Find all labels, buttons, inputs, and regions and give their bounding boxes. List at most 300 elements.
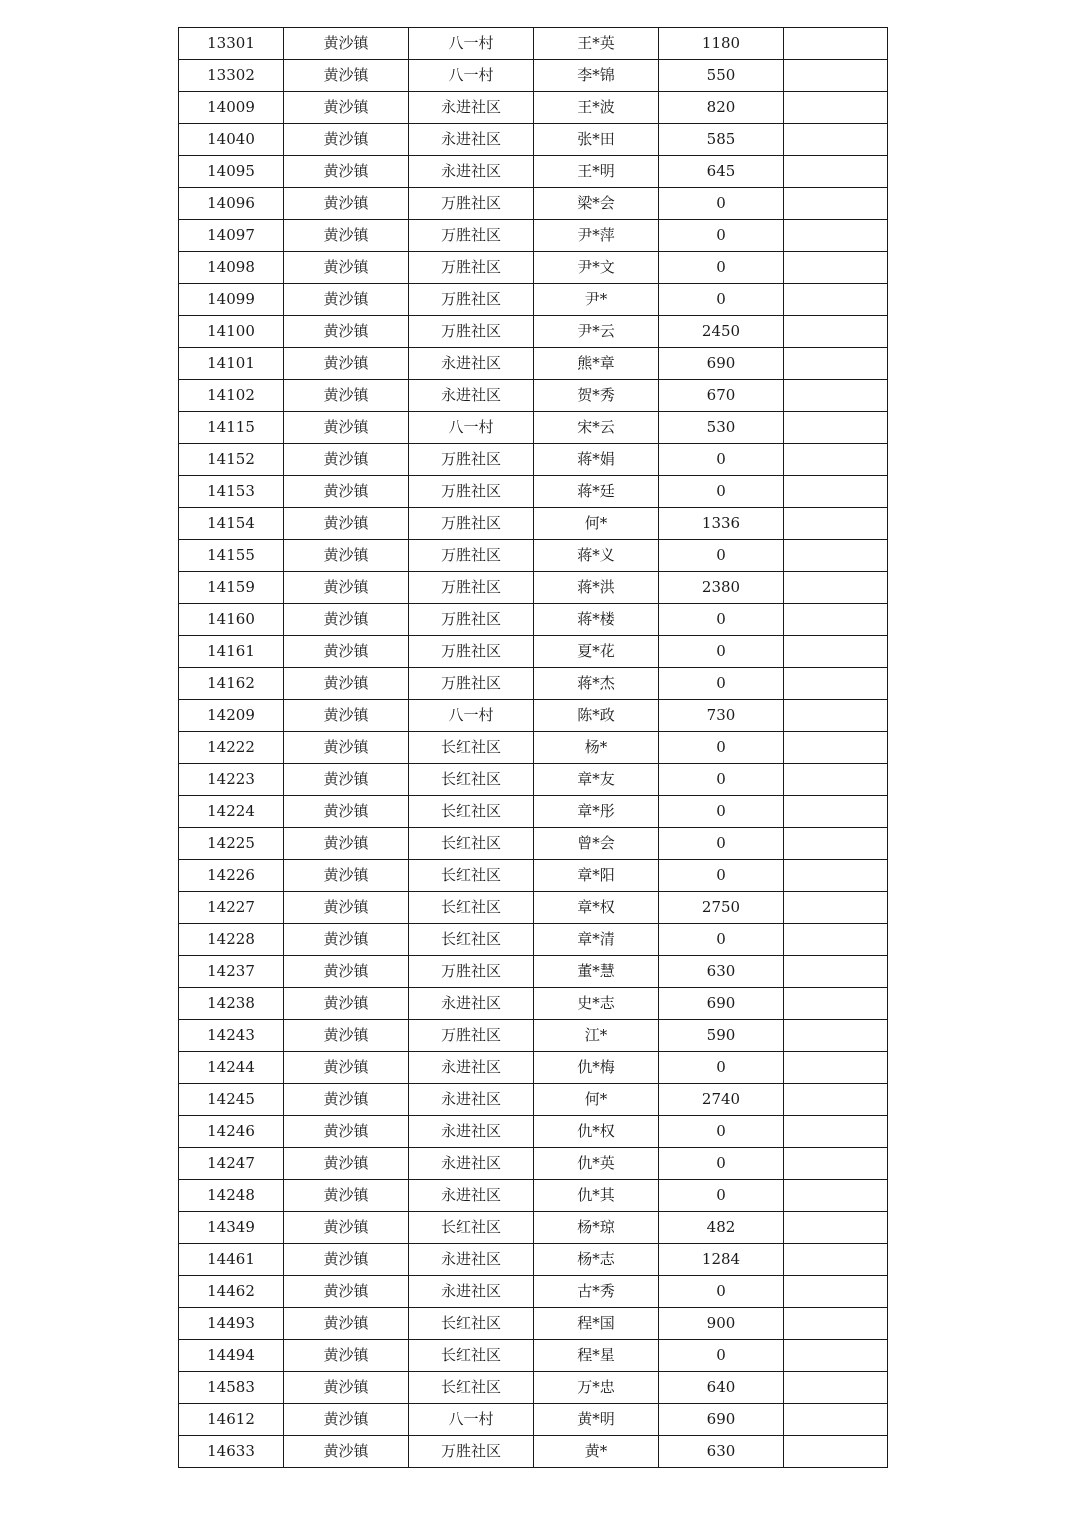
id-cell: 14099 xyxy=(179,284,284,316)
note-cell xyxy=(784,316,888,348)
name-cell: 尹*文 xyxy=(534,252,659,284)
note-cell xyxy=(784,924,888,956)
note-cell xyxy=(784,508,888,540)
town-cell: 黄沙镇 xyxy=(284,92,409,124)
note-cell xyxy=(784,732,888,764)
amount-cell: 0 xyxy=(659,764,784,796)
table-row xyxy=(179,988,888,1020)
table-row xyxy=(179,188,888,220)
note-cell xyxy=(784,1084,888,1116)
table-row xyxy=(179,668,888,700)
amount-cell: 0 xyxy=(659,1148,784,1180)
amount-cell: 690 xyxy=(659,348,784,380)
name-cell: 贺*秀 xyxy=(534,380,659,412)
table-row xyxy=(179,1404,888,1436)
table-row xyxy=(179,1084,888,1116)
amount-cell: 1180 xyxy=(659,28,784,60)
id-cell: 14245 xyxy=(179,1084,284,1116)
village-cell: 长红社区 xyxy=(409,1212,534,1244)
id-cell: 13302 xyxy=(179,60,284,92)
note-cell xyxy=(784,540,888,572)
village-cell: 长红社区 xyxy=(409,860,534,892)
id-cell: 14155 xyxy=(179,540,284,572)
village-cell: 永进社区 xyxy=(409,124,534,156)
name-cell: 黄* xyxy=(534,1436,659,1468)
name-cell: 何* xyxy=(534,1084,659,1116)
note-cell xyxy=(784,956,888,988)
note-cell xyxy=(784,1212,888,1244)
id-cell: 14102 xyxy=(179,380,284,412)
name-cell: 章*清 xyxy=(534,924,659,956)
id-cell: 14493 xyxy=(179,1308,284,1340)
town-cell: 黄沙镇 xyxy=(284,828,409,860)
town-cell: 黄沙镇 xyxy=(284,732,409,764)
id-cell: 14153 xyxy=(179,476,284,508)
village-cell: 万胜社区 xyxy=(409,316,534,348)
note-cell xyxy=(784,1148,888,1180)
id-cell: 14583 xyxy=(179,1372,284,1404)
amount-cell: 0 xyxy=(659,476,784,508)
village-cell: 长红社区 xyxy=(409,732,534,764)
town-cell: 黄沙镇 xyxy=(284,1436,409,1468)
village-cell: 永进社区 xyxy=(409,988,534,1020)
id-cell: 14009 xyxy=(179,92,284,124)
table-row xyxy=(179,924,888,956)
village-cell: 长红社区 xyxy=(409,828,534,860)
table-row xyxy=(179,252,888,284)
id-cell: 14237 xyxy=(179,956,284,988)
note-cell xyxy=(784,796,888,828)
name-cell: 蒋*洪 xyxy=(534,572,659,604)
amount-cell: 900 xyxy=(659,1308,784,1340)
note-cell xyxy=(784,1276,888,1308)
town-cell: 黄沙镇 xyxy=(284,508,409,540)
village-cell: 永进社区 xyxy=(409,156,534,188)
name-cell: 章*友 xyxy=(534,764,659,796)
name-cell: 蒋*楼 xyxy=(534,604,659,636)
note-cell xyxy=(784,28,888,60)
note-cell xyxy=(784,892,888,924)
village-cell: 万胜社区 xyxy=(409,188,534,220)
table-row xyxy=(179,1340,888,1372)
name-cell: 仇*权 xyxy=(534,1116,659,1148)
id-cell: 14248 xyxy=(179,1180,284,1212)
amount-cell: 585 xyxy=(659,124,784,156)
id-cell: 14494 xyxy=(179,1340,284,1372)
village-cell: 万胜社区 xyxy=(409,604,534,636)
town-cell: 黄沙镇 xyxy=(284,892,409,924)
village-cell: 永进社区 xyxy=(409,1116,534,1148)
amount-cell: 0 xyxy=(659,444,784,476)
town-cell: 黄沙镇 xyxy=(284,188,409,220)
amount-cell: 2380 xyxy=(659,572,784,604)
amount-cell: 0 xyxy=(659,188,784,220)
village-cell: 万胜社区 xyxy=(409,636,534,668)
note-cell xyxy=(784,444,888,476)
name-cell: 章*彤 xyxy=(534,796,659,828)
town-cell: 黄沙镇 xyxy=(284,668,409,700)
id-cell: 14226 xyxy=(179,860,284,892)
name-cell: 曾*会 xyxy=(534,828,659,860)
amount-cell: 640 xyxy=(659,1372,784,1404)
note-cell xyxy=(784,764,888,796)
table-row xyxy=(179,284,888,316)
note-cell xyxy=(784,124,888,156)
name-cell: 仇*英 xyxy=(534,1148,659,1180)
name-cell: 梁*会 xyxy=(534,188,659,220)
table-row xyxy=(179,412,888,444)
village-cell: 八一村 xyxy=(409,700,534,732)
id-cell: 14209 xyxy=(179,700,284,732)
amount-cell: 690 xyxy=(659,988,784,1020)
table-row xyxy=(179,508,888,540)
town-cell: 黄沙镇 xyxy=(284,284,409,316)
id-cell: 14100 xyxy=(179,316,284,348)
town-cell: 黄沙镇 xyxy=(284,316,409,348)
note-cell xyxy=(784,1020,888,1052)
village-cell: 万胜社区 xyxy=(409,508,534,540)
village-cell: 万胜社区 xyxy=(409,1436,534,1468)
id-cell: 14247 xyxy=(179,1148,284,1180)
note-cell xyxy=(784,156,888,188)
table-row xyxy=(179,1148,888,1180)
town-cell: 黄沙镇 xyxy=(284,988,409,1020)
table-row xyxy=(179,92,888,124)
id-cell: 14223 xyxy=(179,764,284,796)
town-cell: 黄沙镇 xyxy=(284,348,409,380)
amount-cell: 730 xyxy=(659,700,784,732)
id-cell: 14244 xyxy=(179,1052,284,1084)
table-row xyxy=(179,860,888,892)
id-cell: 14098 xyxy=(179,252,284,284)
table-row xyxy=(179,1212,888,1244)
village-cell: 永进社区 xyxy=(409,348,534,380)
amount-cell: 0 xyxy=(659,540,784,572)
table-row xyxy=(179,764,888,796)
village-cell: 万胜社区 xyxy=(409,572,534,604)
amount-cell: 645 xyxy=(659,156,784,188)
table-row xyxy=(179,1116,888,1148)
name-cell: 章*权 xyxy=(534,892,659,924)
id-cell: 14612 xyxy=(179,1404,284,1436)
id-cell: 14633 xyxy=(179,1436,284,1468)
id-cell: 14238 xyxy=(179,988,284,1020)
name-cell: 尹* xyxy=(534,284,659,316)
amount-cell: 0 xyxy=(659,1180,784,1212)
note-cell xyxy=(784,252,888,284)
village-cell: 长红社区 xyxy=(409,924,534,956)
note-cell xyxy=(784,348,888,380)
village-cell: 长红社区 xyxy=(409,764,534,796)
town-cell: 黄沙镇 xyxy=(284,252,409,284)
table-row xyxy=(179,348,888,380)
id-cell: 14040 xyxy=(179,124,284,156)
name-cell: 程*国 xyxy=(534,1308,659,1340)
amount-cell: 0 xyxy=(659,796,784,828)
amount-cell: 0 xyxy=(659,252,784,284)
table-row xyxy=(179,1180,888,1212)
village-cell: 永进社区 xyxy=(409,1052,534,1084)
name-cell: 万*忠 xyxy=(534,1372,659,1404)
note-cell xyxy=(784,1116,888,1148)
id-cell: 14159 xyxy=(179,572,284,604)
note-cell xyxy=(784,92,888,124)
id-cell: 14097 xyxy=(179,220,284,252)
village-cell: 八一村 xyxy=(409,28,534,60)
table-row xyxy=(179,220,888,252)
table-row xyxy=(179,956,888,988)
village-cell: 永进社区 xyxy=(409,380,534,412)
table-row xyxy=(179,380,888,412)
amount-cell: 0 xyxy=(659,1340,784,1372)
amount-cell: 590 xyxy=(659,1020,784,1052)
amount-cell: 0 xyxy=(659,1276,784,1308)
village-cell: 长红社区 xyxy=(409,1340,534,1372)
note-cell xyxy=(784,1244,888,1276)
town-cell: 黄沙镇 xyxy=(284,860,409,892)
town-cell: 黄沙镇 xyxy=(284,1052,409,1084)
town-cell: 黄沙镇 xyxy=(284,1116,409,1148)
note-cell xyxy=(784,1180,888,1212)
amount-cell: 1284 xyxy=(659,1244,784,1276)
table-row xyxy=(179,796,888,828)
village-cell: 长红社区 xyxy=(409,892,534,924)
name-cell: 王*英 xyxy=(534,28,659,60)
name-cell: 陈*政 xyxy=(534,700,659,732)
village-cell: 万胜社区 xyxy=(409,284,534,316)
table-row xyxy=(179,444,888,476)
note-cell xyxy=(784,1340,888,1372)
name-cell: 杨*琼 xyxy=(534,1212,659,1244)
id-cell: 14246 xyxy=(179,1116,284,1148)
name-cell: 董*慧 xyxy=(534,956,659,988)
id-cell: 14243 xyxy=(179,1020,284,1052)
name-cell: 夏*花 xyxy=(534,636,659,668)
name-cell: 蒋*义 xyxy=(534,540,659,572)
amount-cell: 0 xyxy=(659,668,784,700)
table-row xyxy=(179,540,888,572)
village-cell: 永进社区 xyxy=(409,92,534,124)
amount-cell: 690 xyxy=(659,1404,784,1436)
name-cell: 杨*志 xyxy=(534,1244,659,1276)
town-cell: 黄沙镇 xyxy=(284,796,409,828)
amount-cell: 0 xyxy=(659,860,784,892)
table-body xyxy=(179,28,888,1468)
town-cell: 黄沙镇 xyxy=(284,28,409,60)
amount-cell: 482 xyxy=(659,1212,784,1244)
village-cell: 永进社区 xyxy=(409,1244,534,1276)
table-row xyxy=(179,732,888,764)
village-cell: 永进社区 xyxy=(409,1084,534,1116)
table-row xyxy=(179,1372,888,1404)
id-cell: 14462 xyxy=(179,1276,284,1308)
note-cell xyxy=(784,188,888,220)
table-row xyxy=(179,28,888,60)
town-cell: 黄沙镇 xyxy=(284,220,409,252)
village-cell: 八一村 xyxy=(409,60,534,92)
name-cell: 史*志 xyxy=(534,988,659,1020)
amount-cell: 670 xyxy=(659,380,784,412)
table-row xyxy=(179,572,888,604)
village-cell: 万胜社区 xyxy=(409,956,534,988)
amount-cell: 2450 xyxy=(659,316,784,348)
id-cell: 14162 xyxy=(179,668,284,700)
town-cell: 黄沙镇 xyxy=(284,604,409,636)
name-cell: 江* xyxy=(534,1020,659,1052)
amount-cell: 2740 xyxy=(659,1084,784,1116)
note-cell xyxy=(784,1052,888,1084)
village-cell: 万胜社区 xyxy=(409,444,534,476)
town-cell: 黄沙镇 xyxy=(284,124,409,156)
note-cell xyxy=(784,860,888,892)
id-cell: 14227 xyxy=(179,892,284,924)
town-cell: 黄沙镇 xyxy=(284,700,409,732)
name-cell: 仇*其 xyxy=(534,1180,659,1212)
town-cell: 黄沙镇 xyxy=(284,540,409,572)
id-cell: 14152 xyxy=(179,444,284,476)
amount-cell: 0 xyxy=(659,284,784,316)
town-cell: 黄沙镇 xyxy=(284,1276,409,1308)
town-cell: 黄沙镇 xyxy=(284,412,409,444)
amount-cell: 0 xyxy=(659,636,784,668)
table-row xyxy=(179,700,888,732)
amount-cell: 0 xyxy=(659,604,784,636)
town-cell: 黄沙镇 xyxy=(284,764,409,796)
name-cell: 蒋*廷 xyxy=(534,476,659,508)
table-row xyxy=(179,636,888,668)
town-cell: 黄沙镇 xyxy=(284,1148,409,1180)
id-cell: 14228 xyxy=(179,924,284,956)
note-cell xyxy=(784,380,888,412)
village-cell: 永进社区 xyxy=(409,1148,534,1180)
table-row xyxy=(179,1276,888,1308)
id-cell: 14225 xyxy=(179,828,284,860)
name-cell: 蒋*娟 xyxy=(534,444,659,476)
id-cell: 14161 xyxy=(179,636,284,668)
table-row xyxy=(179,60,888,92)
village-cell: 万胜社区 xyxy=(409,668,534,700)
town-cell: 黄沙镇 xyxy=(284,1084,409,1116)
note-cell xyxy=(784,572,888,604)
amount-cell: 0 xyxy=(659,732,784,764)
town-cell: 黄沙镇 xyxy=(284,1308,409,1340)
name-cell: 李*锦 xyxy=(534,60,659,92)
village-cell: 万胜社区 xyxy=(409,540,534,572)
table-row xyxy=(179,316,888,348)
table-row xyxy=(179,1052,888,1084)
table-row xyxy=(179,476,888,508)
note-cell xyxy=(784,1372,888,1404)
amount-cell: 2750 xyxy=(659,892,784,924)
town-cell: 黄沙镇 xyxy=(284,1020,409,1052)
id-cell: 13301 xyxy=(179,28,284,60)
name-cell: 仇*梅 xyxy=(534,1052,659,1084)
table-row xyxy=(179,124,888,156)
name-cell: 古*秀 xyxy=(534,1276,659,1308)
note-cell xyxy=(784,1308,888,1340)
town-cell: 黄沙镇 xyxy=(284,924,409,956)
table-row xyxy=(179,1436,888,1468)
id-cell: 14096 xyxy=(179,188,284,220)
village-cell: 长红社区 xyxy=(409,1308,534,1340)
name-cell: 蒋*杰 xyxy=(534,668,659,700)
town-cell: 黄沙镇 xyxy=(284,1212,409,1244)
amount-cell: 0 xyxy=(659,924,784,956)
table-row xyxy=(179,892,888,924)
amount-cell: 0 xyxy=(659,1116,784,1148)
table-row xyxy=(179,828,888,860)
town-cell: 黄沙镇 xyxy=(284,444,409,476)
note-cell xyxy=(784,1436,888,1468)
table-row xyxy=(179,156,888,188)
id-cell: 14101 xyxy=(179,348,284,380)
town-cell: 黄沙镇 xyxy=(284,476,409,508)
note-cell xyxy=(784,60,888,92)
note-cell xyxy=(784,604,888,636)
note-cell xyxy=(784,476,888,508)
name-cell: 尹*云 xyxy=(534,316,659,348)
town-cell: 黄沙镇 xyxy=(284,956,409,988)
town-cell: 黄沙镇 xyxy=(284,156,409,188)
note-cell xyxy=(784,988,888,1020)
note-cell xyxy=(784,412,888,444)
town-cell: 黄沙镇 xyxy=(284,1244,409,1276)
village-cell: 永进社区 xyxy=(409,1276,534,1308)
name-cell: 宋*云 xyxy=(534,412,659,444)
id-cell: 14461 xyxy=(179,1244,284,1276)
table-row xyxy=(179,1020,888,1052)
amount-cell: 0 xyxy=(659,220,784,252)
name-cell: 张*田 xyxy=(534,124,659,156)
amount-cell: 550 xyxy=(659,60,784,92)
name-cell: 熊*章 xyxy=(534,348,659,380)
note-cell xyxy=(784,1404,888,1436)
village-cell: 永进社区 xyxy=(409,1180,534,1212)
table-row xyxy=(179,1244,888,1276)
name-cell: 黄*明 xyxy=(534,1404,659,1436)
name-cell: 何* xyxy=(534,508,659,540)
id-cell: 14222 xyxy=(179,732,284,764)
town-cell: 黄沙镇 xyxy=(284,60,409,92)
id-cell: 14154 xyxy=(179,508,284,540)
village-cell: 八一村 xyxy=(409,1404,534,1436)
town-cell: 黄沙镇 xyxy=(284,1404,409,1436)
id-cell: 14224 xyxy=(179,796,284,828)
id-cell: 14160 xyxy=(179,604,284,636)
village-cell: 万胜社区 xyxy=(409,1020,534,1052)
village-cell: 万胜社区 xyxy=(409,220,534,252)
table-row xyxy=(179,1308,888,1340)
id-cell: 14095 xyxy=(179,156,284,188)
name-cell: 章*阳 xyxy=(534,860,659,892)
amount-cell: 1336 xyxy=(659,508,784,540)
table-row xyxy=(179,604,888,636)
village-cell: 长红社区 xyxy=(409,1372,534,1404)
village-cell: 万胜社区 xyxy=(409,252,534,284)
amount-cell: 0 xyxy=(659,828,784,860)
id-cell: 14349 xyxy=(179,1212,284,1244)
town-cell: 黄沙镇 xyxy=(284,1180,409,1212)
name-cell: 尹*萍 xyxy=(534,220,659,252)
note-cell xyxy=(784,636,888,668)
note-cell xyxy=(784,284,888,316)
town-cell: 黄沙镇 xyxy=(284,380,409,412)
amount-cell: 630 xyxy=(659,956,784,988)
name-cell: 王*明 xyxy=(534,156,659,188)
amount-cell: 630 xyxy=(659,1436,784,1468)
data-table xyxy=(178,27,888,1468)
note-cell xyxy=(784,828,888,860)
